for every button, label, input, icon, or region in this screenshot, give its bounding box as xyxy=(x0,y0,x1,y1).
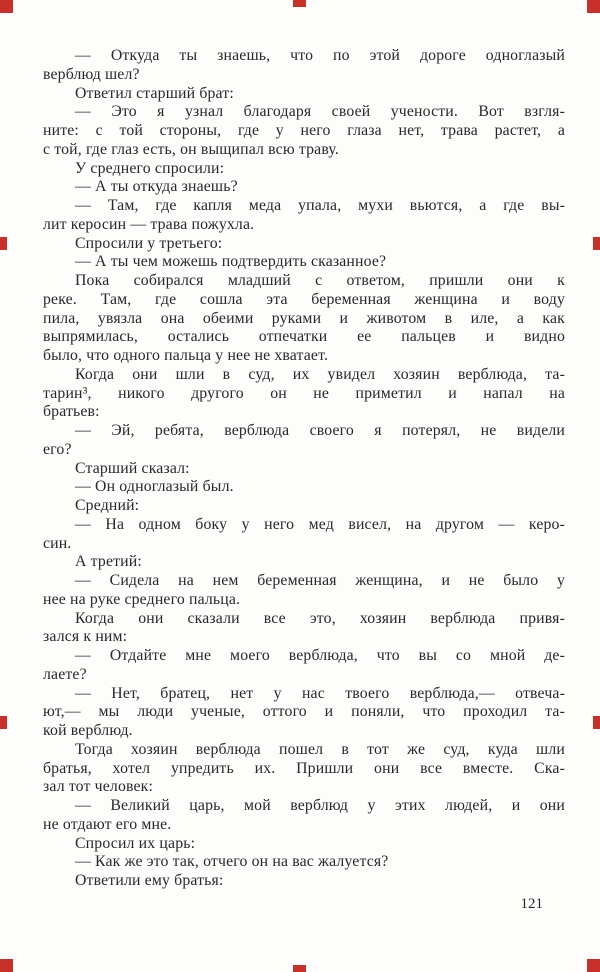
text-line: Когда они сказали все это, хозяин верблюда привя- xyxy=(75,609,565,627)
text-line: — А ты чем можешь подтвердить сказанное? xyxy=(75,253,387,271)
text-line: было, что одного пальца у нее не хватает. xyxy=(43,347,329,364)
text-line: — Откуда ты знаешь, что по этой дороге одноглазый xyxy=(75,47,565,64)
text-line: нее на руке среднего пальца. xyxy=(43,590,241,608)
text-line: ните: с той стороны, где у него глаза нет, трава растет, а xyxy=(43,122,565,139)
fiducial-marker xyxy=(0,237,7,250)
text-line: — Это я узнал благодаря своей учености. Вот взгля- xyxy=(75,103,565,121)
fiducial-marker xyxy=(0,0,13,13)
text-line: лаете? xyxy=(43,665,87,683)
text-line: лит керосин — трава пожухла. xyxy=(43,215,255,233)
text-line: — На одном боку у него мед висел, на другом — керо- xyxy=(75,515,565,533)
text-line: верблюд шел? xyxy=(43,65,140,83)
text-line: Средний: xyxy=(75,497,140,514)
fiducial-marker xyxy=(293,965,306,972)
page-text xyxy=(43,47,565,891)
text-line: Ответили ему братья: xyxy=(75,872,224,889)
text-line: с той, где глаз есть, он выщипал всю траву. xyxy=(43,140,339,158)
text-line: реке. Там, где сошла эта беременная женщина и воду xyxy=(43,290,565,308)
text-line: братья, хотел упредить их. Пришли они все вместе. Ска- xyxy=(43,759,565,777)
text-line: выпрямилась, остались отпечатки ее пальцев и видно xyxy=(43,328,565,346)
text-line: не отдают его мне. xyxy=(43,815,172,833)
fiducial-marker xyxy=(593,237,600,250)
text-line: — Нет, братец, нет у нас твоего верблюда,— отвеча- xyxy=(75,684,565,702)
text-line: — Там, где капля меда упала, мухи вьются, а где вы- xyxy=(75,197,565,214)
text-line: син. xyxy=(43,534,72,552)
text-line: — Отдайте мне моего верблюда, что вы со мной де- xyxy=(75,647,565,664)
text-line: Тогда хозяин верблюда пошел в тот же суд, куда шли xyxy=(75,740,565,758)
text-line: зал тот человек: xyxy=(43,778,154,796)
fiducial-marker xyxy=(0,959,13,972)
text-line: зался к ним: xyxy=(43,628,128,646)
text-line: братьев: xyxy=(43,403,100,421)
fiducial-marker xyxy=(587,0,600,13)
text-line: кой верблюд. xyxy=(43,722,133,739)
text-line: — Сидела на нем беременная женщина, и не было у xyxy=(75,572,565,589)
text-line: Старший сказал: xyxy=(75,459,190,477)
text-line: Спросили у третьего: xyxy=(75,234,223,252)
text-line: Ответил старший брат: xyxy=(75,84,234,102)
text-line: — Как же это так, отчего он на вас жалуется? xyxy=(75,853,389,871)
text-line: — А ты откуда знаешь? xyxy=(75,178,238,196)
text-line: ют,— мы люди ученые, оттого и поняли, что проходил та- xyxy=(43,703,565,721)
text-line: тарин³, никого другого он не приметил и напал на xyxy=(43,384,565,402)
text-line: У среднего спросили: xyxy=(75,159,225,177)
text-line: Пока собирался младший с ответом, пришли они к xyxy=(75,272,565,289)
text-line: пила, увязла она обеими руками и животом в иле, а как xyxy=(43,309,565,327)
fiducial-marker xyxy=(593,716,600,729)
text-line: — Великий царь, мой верблюд у этих людей, и они xyxy=(75,797,565,814)
page-number: 121 xyxy=(520,896,543,912)
fiducial-marker xyxy=(587,959,600,972)
text-line: Спросил их царь: xyxy=(75,834,196,852)
fiducial-marker xyxy=(0,716,7,729)
text-line: А третий: xyxy=(75,553,142,571)
text-line: — Он одноглазый был. xyxy=(75,478,234,496)
text-line: его? xyxy=(43,440,72,458)
text-line: — Эй, ребята, верблюда своего я потерял, не видели xyxy=(75,422,565,439)
text-line: Когда они шли в суд, их увидел хозяин верблюда, та- xyxy=(75,365,565,383)
fiducial-marker xyxy=(293,0,306,7)
